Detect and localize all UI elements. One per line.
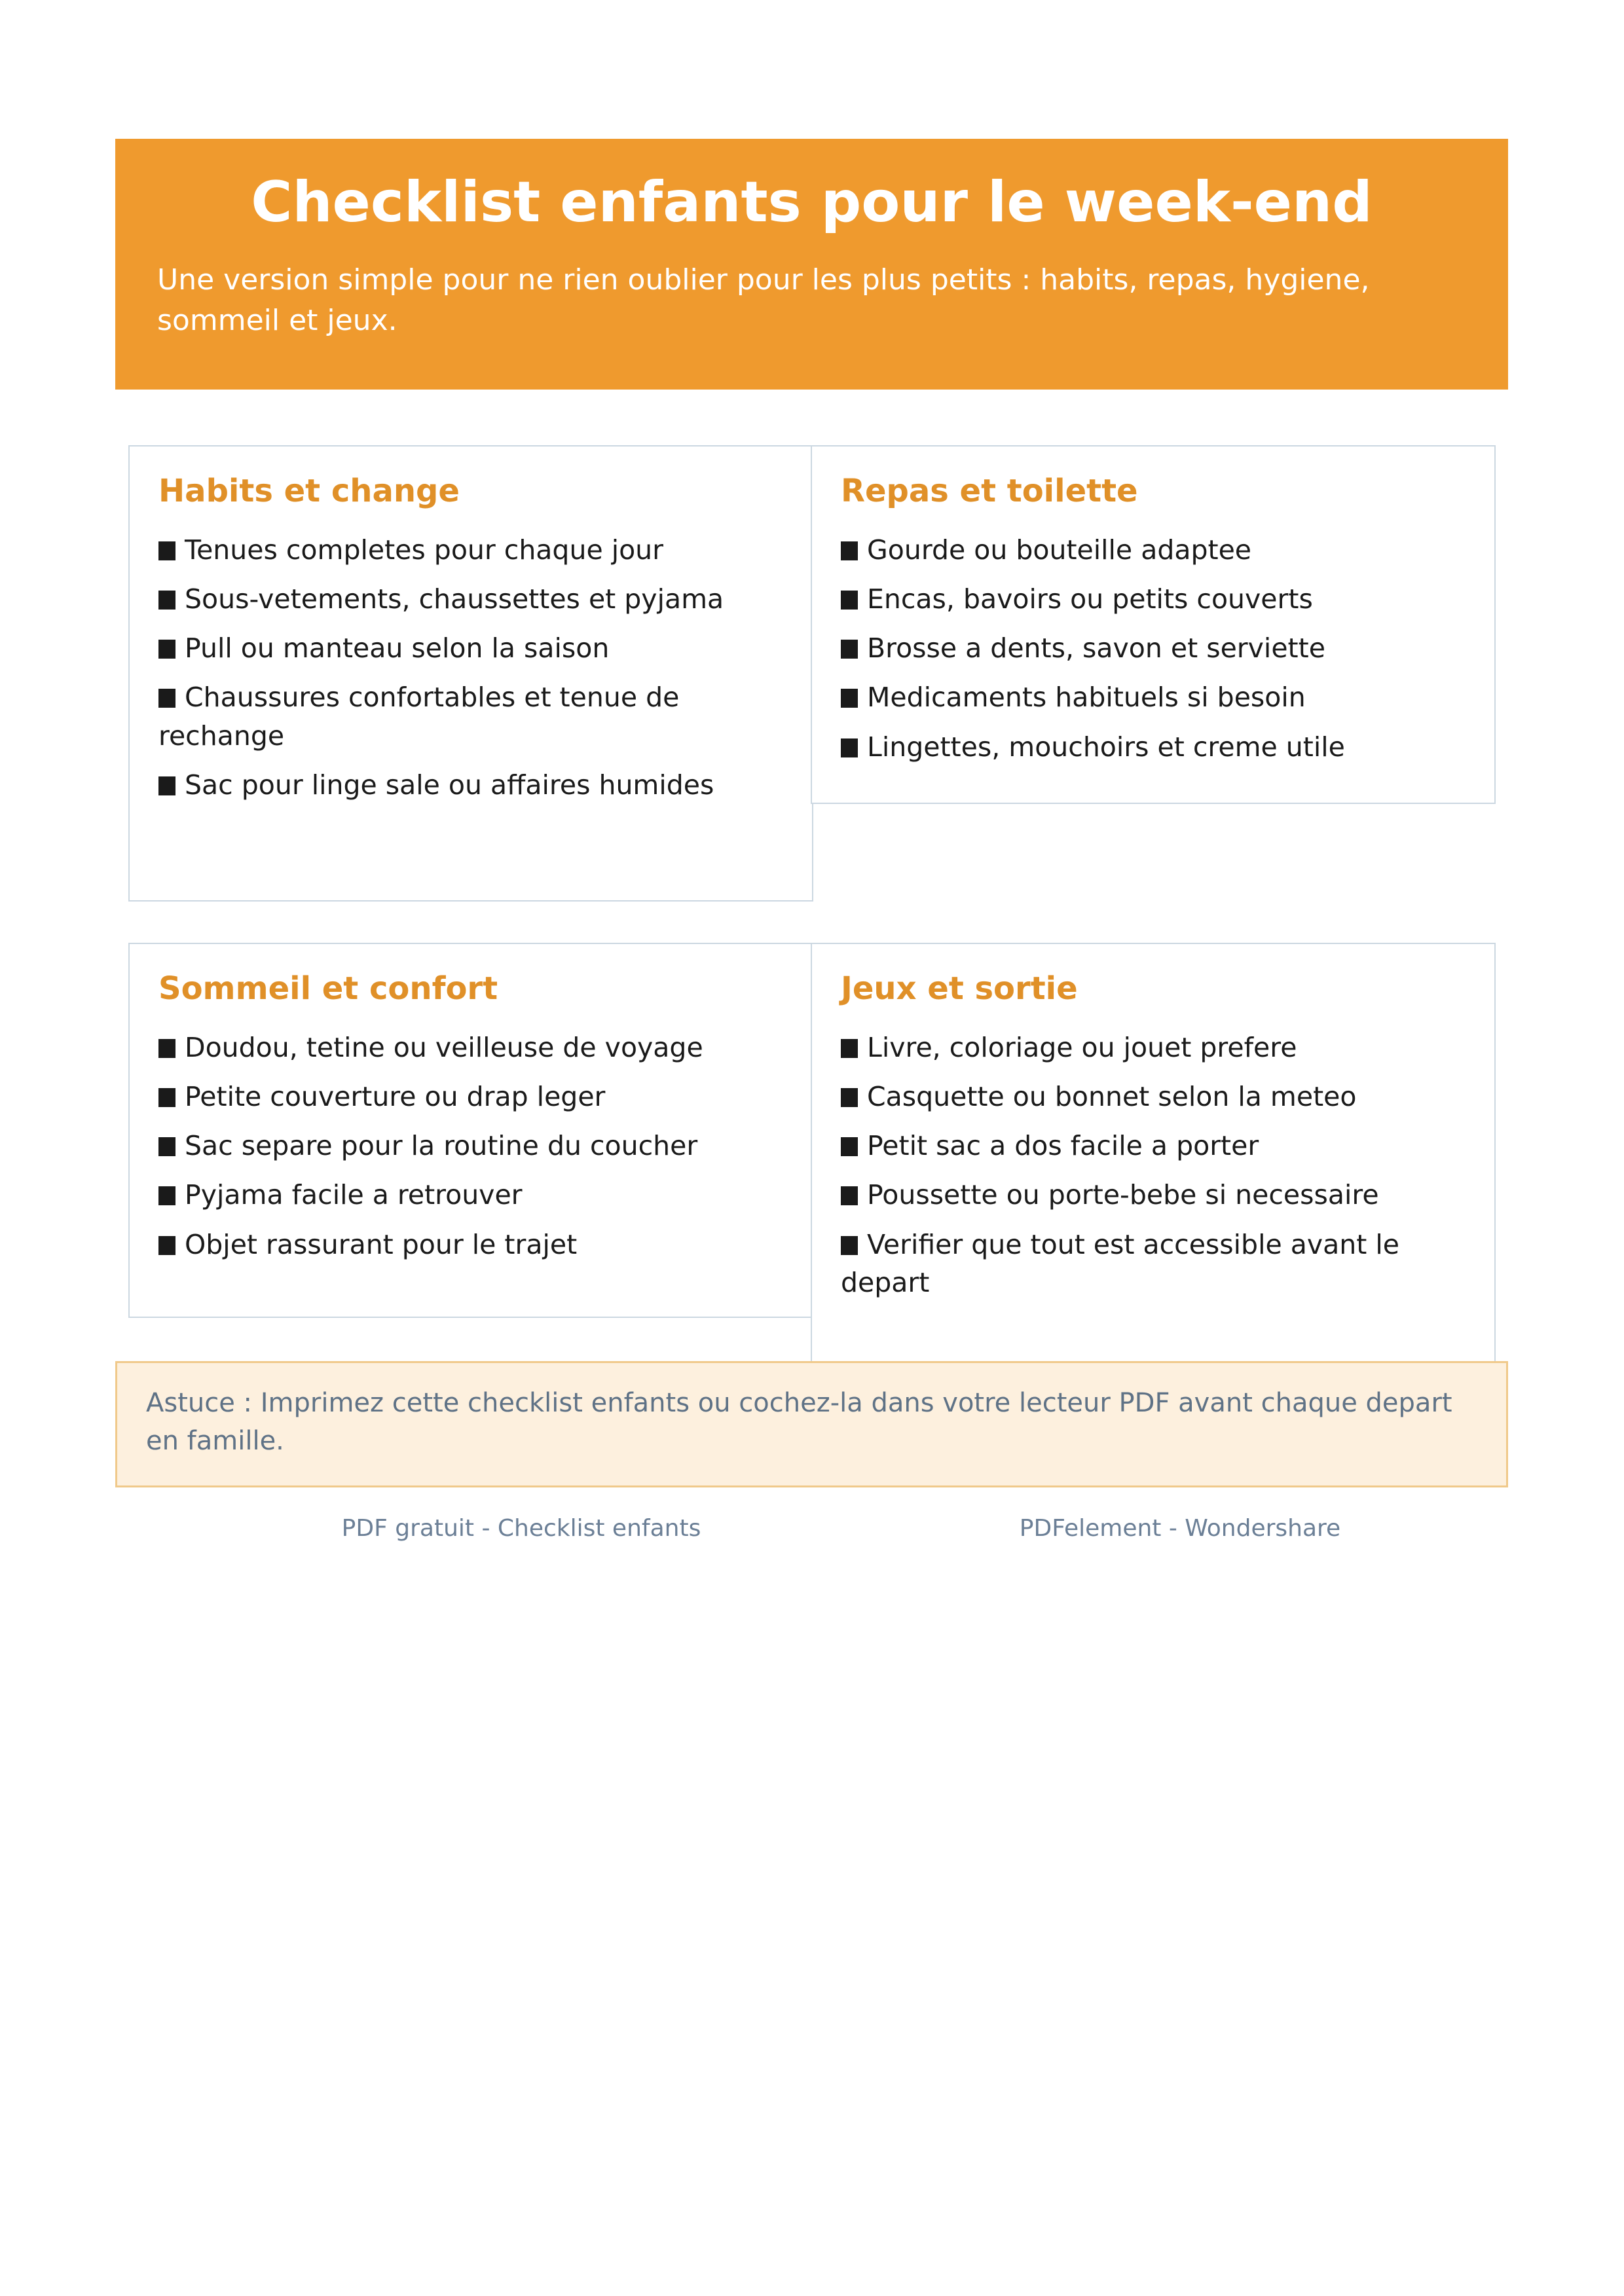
checklist-item-label: Casquette ou bonnet selon la meteo bbox=[867, 1081, 1357, 1113]
checklist-item-label: Doudou, tetine ou veilleuse de voyage bbox=[185, 1031, 703, 1063]
checklist-item-label: Sac separe pour la routine du coucher bbox=[185, 1130, 698, 1162]
checklist-item[interactable] bbox=[158, 1029, 783, 1066]
checkbox-icon[interactable] bbox=[158, 591, 175, 610]
checklist-item-label: Tenues completes pour chaque jour bbox=[185, 534, 664, 566]
card-title: Repas et toilette bbox=[841, 473, 1138, 509]
checklist-row-1 bbox=[128, 445, 1496, 943]
checkbox-icon[interactable] bbox=[158, 640, 175, 659]
checklist-items bbox=[841, 531, 1466, 766]
checkbox-icon[interactable] bbox=[841, 1186, 858, 1205]
checklist-card-sommeil-et-confort bbox=[128, 943, 813, 1318]
checklist-row-2 bbox=[128, 943, 1496, 1394]
checkbox-icon[interactable] bbox=[158, 1236, 175, 1255]
checklist-item[interactable] bbox=[841, 580, 1466, 618]
checkbox-icon[interactable] bbox=[841, 541, 858, 560]
checklist-card-repas-et-toilette bbox=[811, 445, 1496, 804]
card-title: Jeux et sortie bbox=[841, 970, 1078, 1007]
footer-left-label: PDF gratuit - Checklist enfants bbox=[341, 1515, 701, 1542]
checklist-item-label: Encas, bavoirs ou petits couverts bbox=[867, 583, 1313, 615]
checkbox-icon[interactable] bbox=[158, 1088, 175, 1107]
checklist-item-label: Petit sac a dos facile a porter bbox=[867, 1130, 1259, 1162]
checklist-item-label: Lingettes, mouchoirs et creme utile bbox=[867, 731, 1345, 763]
card-title: Sommeil et confort bbox=[158, 970, 498, 1007]
checkbox-icon[interactable] bbox=[841, 640, 858, 659]
tip-callout bbox=[115, 1361, 1508, 1487]
checklist-item[interactable] bbox=[158, 580, 783, 618]
tip-text: Astuce : Imprimez cette checklist enfants ou cochez-la dans votre lecteur PDF avant chaque depart en famille. bbox=[146, 1388, 1452, 1456]
checkbox-icon[interactable] bbox=[841, 1088, 858, 1107]
checklist-item[interactable] bbox=[841, 1176, 1466, 1214]
checkbox-icon[interactable] bbox=[841, 1236, 858, 1255]
checklist-item[interactable] bbox=[841, 1127, 1466, 1165]
checklist-item[interactable] bbox=[841, 1078, 1466, 1116]
checklist-item[interactable] bbox=[841, 629, 1466, 667]
checkbox-icon[interactable] bbox=[158, 541, 175, 560]
checklist-items bbox=[158, 1029, 783, 1264]
checklist-item-label: Sous-vetements, chaussettes et pyjama bbox=[185, 583, 724, 615]
checklist-item-label: Verifier que tout est accessible avant le depart bbox=[841, 1228, 1399, 1298]
checkbox-icon[interactable] bbox=[158, 776, 175, 795]
page-title: Checklist enfants pour le week-end bbox=[251, 170, 1373, 235]
checkbox-icon[interactable] bbox=[841, 738, 858, 757]
checkbox-icon[interactable] bbox=[158, 1137, 175, 1156]
checkbox-icon[interactable] bbox=[841, 1137, 858, 1156]
checklist-item-label: Poussette ou porte-bebe si necessaire bbox=[867, 1179, 1379, 1211]
checklist-card-habits-et-change bbox=[128, 445, 813, 902]
header-banner bbox=[115, 139, 1508, 390]
checklist-item[interactable] bbox=[841, 728, 1466, 766]
checklist-item[interactable] bbox=[158, 1226, 783, 1264]
checklist-item[interactable] bbox=[158, 766, 783, 804]
checklist-card-jeux-et-sortie bbox=[811, 943, 1496, 1394]
checklist-items bbox=[158, 531, 783, 804]
checklist-item-label: Livre, coloriage ou jouet prefere bbox=[867, 1031, 1297, 1063]
checklist-grid bbox=[128, 445, 1496, 1394]
checkbox-icon[interactable] bbox=[841, 689, 858, 708]
checklist-item[interactable] bbox=[841, 1029, 1466, 1066]
checklist-item[interactable] bbox=[841, 531, 1466, 569]
card-title: Habits et change bbox=[158, 473, 460, 509]
checklist-item-label: Chaussures confortables et tenue de rechange bbox=[158, 682, 680, 752]
page-footer bbox=[115, 1514, 1508, 1553]
checklist-item-label: Pull ou manteau selon la saison bbox=[185, 632, 610, 665]
checklist-item-label: Gourde ou bouteille adaptee bbox=[867, 534, 1252, 566]
checkbox-icon[interactable] bbox=[158, 1186, 175, 1205]
checklist-item[interactable] bbox=[841, 1226, 1466, 1302]
checklist-item[interactable] bbox=[158, 629, 783, 667]
checklist-item-label: Brosse a dents, savon et serviette bbox=[867, 632, 1325, 665]
checklist-item-label: Sac pour linge sale ou affaires humides bbox=[185, 769, 714, 801]
checklist-item[interactable] bbox=[158, 1078, 783, 1116]
checklist-item[interactable] bbox=[158, 678, 783, 754]
checkbox-icon[interactable] bbox=[158, 689, 175, 708]
footer-right-label: PDFelement - Wondershare bbox=[1019, 1515, 1341, 1542]
page-subtitle: Une version simple pour ne rien oublier pour les plus petits : habits, repas, hygiene, sommeil et jeux. bbox=[157, 263, 1370, 338]
checkbox-icon[interactable] bbox=[841, 591, 858, 610]
checklist-items bbox=[841, 1029, 1466, 1302]
checklist-item-label: Petite couverture ou drap leger bbox=[185, 1081, 606, 1113]
checklist-item[interactable] bbox=[841, 678, 1466, 716]
checklist-item[interactable] bbox=[158, 1127, 783, 1165]
checkbox-icon[interactable] bbox=[841, 1039, 858, 1058]
checklist-item[interactable] bbox=[158, 1176, 783, 1214]
checklist-item-label: Pyjama facile a retrouver bbox=[185, 1179, 523, 1211]
checklist-item-label: Objet rassurant pour le trajet bbox=[185, 1228, 578, 1260]
checkbox-icon[interactable] bbox=[158, 1039, 175, 1058]
checklist-item-label: Medicaments habituels si besoin bbox=[867, 682, 1306, 714]
checklist-item[interactable] bbox=[158, 531, 783, 569]
